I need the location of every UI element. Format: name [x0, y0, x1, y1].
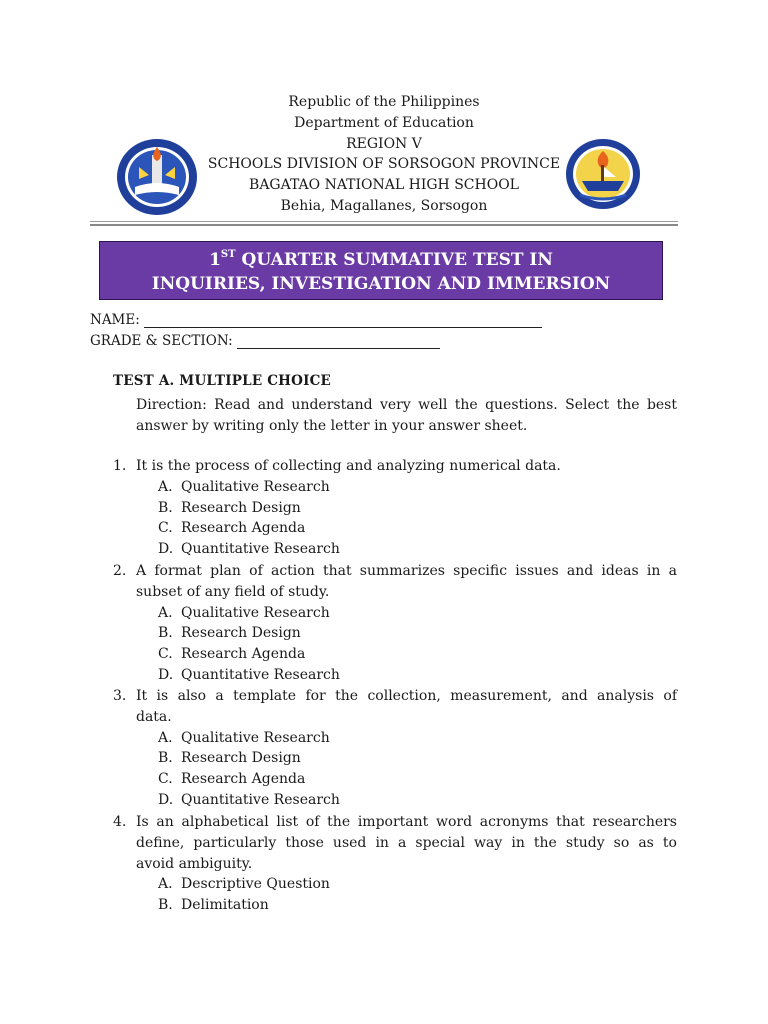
choice-letter: C.: [158, 520, 173, 537]
direction-line-1: Direction: Read and understand very well the questions. Select the best: [136, 397, 677, 413]
test-title-box: [99, 241, 663, 300]
question-text: [136, 686, 677, 728]
choice-text: Research Agenda: [181, 771, 306, 788]
choice-text: Qualitative Research: [181, 478, 330, 495]
choice-text: Research Design: [181, 750, 301, 767]
choice-b[interactable]: [158, 623, 677, 644]
header-line-department: Department of Education: [294, 114, 474, 131]
choice-list: [158, 874, 677, 916]
question-number: 4.: [113, 814, 127, 830]
choice-c[interactable]: [158, 518, 677, 539]
choice-letter: B.: [158, 625, 173, 642]
question-2: [113, 561, 677, 686]
question-number: 2.: [113, 563, 127, 579]
question-text-line: Is an alphabetical list of the important word acronyms that researchers: [136, 814, 677, 830]
choice-letter: D.: [158, 666, 174, 683]
direction-text: [136, 395, 677, 437]
choice-b[interactable]: [158, 748, 677, 769]
grade-section-field[interactable]: [90, 333, 440, 349]
choice-letter: C.: [158, 646, 173, 663]
name-blank[interactable]: [144, 313, 542, 328]
choice-a[interactable]: [158, 477, 677, 498]
name-label: NAME:: [90, 312, 140, 328]
header-line-republic: Republic of the Philippines: [288, 94, 480, 110]
choice-text: Qualitative Research: [181, 729, 330, 746]
title-line-1: [100, 248, 662, 272]
question-text: [136, 561, 677, 603]
choice-letter: B.: [158, 499, 173, 516]
choice-a[interactable]: [158, 874, 677, 895]
question-text: [136, 812, 677, 874]
question-text-line: A format plan of action that summarizes specific issues and ideas in a: [136, 563, 677, 579]
question-text-line: data.: [136, 708, 172, 725]
choice-text: Research Design: [181, 499, 301, 516]
choice-b[interactable]: [158, 498, 677, 519]
choice-d[interactable]: [158, 665, 677, 686]
direction-line-2: answer by writing only the letter in your answer sheet.: [136, 417, 528, 434]
school-seal-icon: [564, 137, 642, 211]
header-line-region: REGION V: [346, 135, 422, 152]
choice-text: Quantitative Research: [181, 666, 340, 683]
header-line-division: SCHOOLS DIVISION OF SORSOGON PROVINCE: [207, 156, 561, 173]
choice-letter: A.: [158, 729, 173, 746]
question-text-line: It is also a template for the collection, measurement, and analysis of: [136, 688, 677, 704]
title-line-2: INQUIRIES, INVESTIGATION AND IMMERSION: [151, 274, 611, 294]
name-field[interactable]: [90, 312, 542, 328]
choice-text: Delimitation: [181, 897, 269, 914]
choice-text: Qualitative Research: [181, 604, 330, 621]
choice-letter: C.: [158, 771, 173, 788]
choice-b[interactable]: [158, 895, 677, 916]
choice-letter: A.: [158, 604, 173, 621]
choice-text: Research Agenda: [181, 646, 306, 663]
choice-a[interactable]: [158, 728, 677, 749]
question-4: [113, 812, 677, 916]
question-text-line: subset of any field of study.: [136, 583, 330, 600]
choice-d[interactable]: [158, 539, 677, 560]
title-superscript: ST: [220, 249, 236, 261]
choice-list: [158, 477, 677, 560]
choice-letter: D.: [158, 541, 174, 558]
title-line-1-rest: QUARTER SUMMATIVE TEST IN: [235, 250, 553, 270]
test-heading: TEST A. MULTIPLE CHOICE: [113, 373, 332, 389]
title-number: 1: [209, 250, 221, 270]
choice-text: Quantitative Research: [181, 541, 340, 558]
choice-c[interactable]: [158, 769, 677, 790]
question-number: 3.: [113, 688, 127, 704]
question-text-line: define, particularly those used in a special way in the study so as to: [136, 834, 677, 851]
choice-letter: D.: [158, 791, 174, 808]
choice-letter: A.: [158, 876, 173, 893]
question-1: [113, 456, 677, 560]
choice-d[interactable]: [158, 790, 677, 811]
choice-letter: B.: [158, 750, 173, 767]
choice-letter: A.: [158, 478, 173, 495]
header-divider-thin: [90, 221, 678, 222]
choice-list: [158, 728, 677, 811]
grade-section-label: GRADE & SECTION:: [90, 333, 233, 349]
choice-letter: B.: [158, 897, 173, 914]
choice-text: Descriptive Question: [181, 876, 330, 893]
header-line-address: Behia, Magallanes, Sorsogon: [280, 197, 488, 214]
header-divider-thick: [90, 224, 678, 226]
choice-text: Research Agenda: [181, 520, 306, 537]
question-3: [113, 686, 677, 811]
choice-text: Quantitative Research: [181, 791, 340, 808]
header-line-school: BAGATAO NATIONAL HIGH SCHOOL: [249, 177, 519, 194]
choice-a[interactable]: [158, 603, 677, 624]
question-text: It is the process of collecting and analyzing numerical data.: [136, 458, 561, 474]
question-number: 1.: [113, 458, 127, 474]
choice-c[interactable]: [158, 644, 677, 665]
choice-text: Research Design: [181, 625, 301, 642]
grade-section-blank[interactable]: [237, 334, 440, 349]
question-text-line: avoid ambiguity.: [136, 855, 253, 872]
choice-list: [158, 603, 677, 686]
